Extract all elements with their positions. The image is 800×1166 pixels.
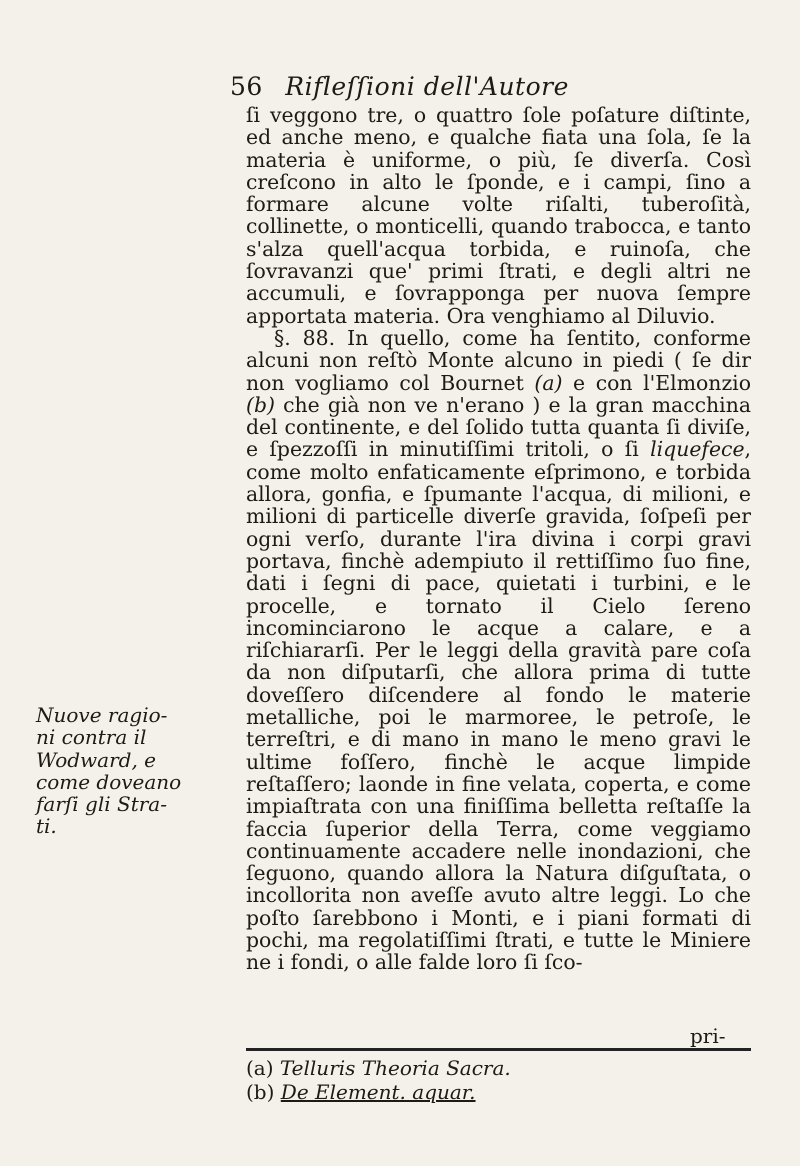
catchword: pri- — [690, 1024, 726, 1048]
margin-line-3: Wodward, e — [36, 747, 156, 772]
footnote-rule — [246, 1048, 751, 1051]
margin-line-6: ti. — [36, 814, 57, 839]
margin-line-1: Nuove ragio- — [36, 703, 168, 727]
footnote-b-mark: (b) — [246, 1080, 275, 1104]
footnotes — [246, 1056, 751, 1104]
paragraph-2-mid-1: e con l'Elmonzio — [562, 370, 751, 395]
paragraph-2-start: §. 88. In quello, come ha ſentito, conforme alcuni non reſtò Monte alcuno in piedi ( ſe dir non vogliamo col Bournet — [246, 325, 751, 395]
footnote-a — [246, 1056, 751, 1080]
footnote-ref-a: (a) — [534, 370, 563, 395]
paragraph-2 — [246, 327, 751, 974]
footnote-a-text: Telluris Theoria Sacra. — [279, 1056, 511, 1080]
margin-line-4: come doveano — [36, 769, 182, 794]
page-number: 56 — [230, 72, 263, 101]
footnote-b — [246, 1080, 751, 1104]
marginal-note — [36, 704, 246, 838]
main-text — [246, 104, 751, 974]
paragraph-1: ſi veggono tre, o quattro ſole poſature diſtinte, ed anche meno, e qualche fiata una ſola, ſe la materia è uniforme, o più, ſe diverſa. Così creſcono in alto le ſponde, e i campi, ſino a formare alcune volte riſalti, tuberoſità, collinette, o monticelli, quando trabocca, e tanto s'alza quell'acqua torbida, e ruinoſa, che ſovravanzi que' primi ſtrati, e degli altri ne accumuli, e ſovrapponga per nuova ſempre apportata materia. Ora venghiamo al Diluvio. — [246, 103, 751, 328]
italic-word-liquefece: liquefece — [650, 437, 745, 462]
footnote-a-mark: (a) — [246, 1056, 274, 1080]
paragraph-2-end: , come molto enfaticamente eſprimono, e torbida allora, gonfia, e ſpumante l'acqua, di milioni, e milioni di particelle diverſe gravida, ſoſpeſi per ogni verſo, durante l'ira divina i corpi gravi portava, finchè adempiuto il rettiſſimo ſuo fine, dati i ſegni di pace, quietati i turbini, e le procelle, e tornato il Cielo ſereno incominciarono le acque a calare, e a riſchiararſi. Per le leggi della gravità pare coſa da non diſputarſi, che allora prima di tutte doveſſero diſcendere al fondo le materie metalliche, poi le marmoree, le petroſe, le terreſtri, e di mano in mano le meno gravi le ultime foſſero, finchè le acque limpide reſtaſſero; laonde in fine velata, coperta, e come impiaſtrata con una finiſſima belletta reſtaſſe la faccia ſuperior della Terra, come veggiamo continuamente accadere nelle inondazioni, che ſeguono, quando allora la Natura diſguſtata, o incollorita non aveſſe avuto altre leggi. Lo che poſto ſarebbono i Monti, e i piani formati di pochi, ma regolatiſſimi ſtrati, e tutte le Miniere ne i fondi, o alle falde loro ſi ſco- — [246, 437, 751, 975]
footnote-b-text: De Element. aquar. — [280, 1080, 476, 1104]
page-header — [230, 72, 730, 101]
paragraph-2-mid-2: che già non ve n'erano ) e la gran macchina del continente, e del ſolido tutta quanta ſi diviſe, e ſpezzoſſi in minutiſſimi tritoli, o ſi — [246, 392, 751, 462]
footnote-ref-b: (b) — [246, 392, 275, 417]
margin-line-5: farſi gli Stra- — [36, 792, 167, 817]
running-title: Rifleſſioni dell'Autore — [285, 72, 569, 101]
margin-line-2: ni contra il — [36, 725, 147, 750]
